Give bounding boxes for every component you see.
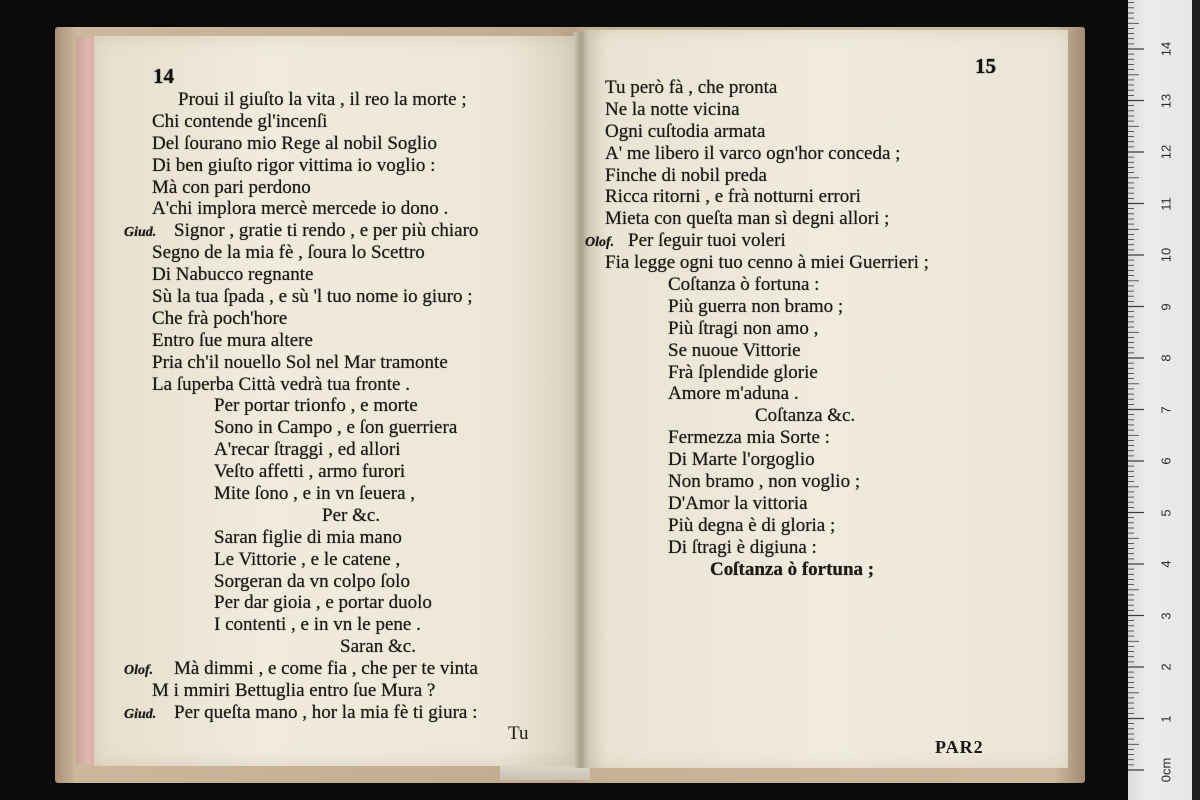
ruler-label: 3 xyxy=(1158,611,1174,620)
verse-line: Segno de la mia fè , ſoura lo Scettro xyxy=(152,242,425,264)
verse-text: Mà dimmi , e come fia , che per te vinta xyxy=(174,658,478,680)
pink-endpaper-edge xyxy=(76,38,96,764)
left-page-number: 14 xyxy=(153,64,174,88)
speaker-label: Giud. xyxy=(124,225,157,241)
aria-line: Fermezza mia Sorte : xyxy=(668,427,830,449)
speaker-label: Olof. xyxy=(124,663,154,679)
verse-line: Fia legge ogni tuo cenno à miei Guerrieri ; xyxy=(605,252,929,274)
verse-line: Mieta con queſta man sì degni allori ; xyxy=(605,208,890,230)
verse-line: Pria ch'il nouello Sol nel Mar tramonte xyxy=(152,351,448,373)
catchword: Tu xyxy=(508,723,529,744)
aria-line: Più degna è di gloria ; xyxy=(668,514,836,536)
aria-line: Non bramo , non voglio ; xyxy=(668,471,861,493)
ruler-label: 11 xyxy=(1158,196,1174,211)
verse-line: Di Nabucco regnante xyxy=(152,264,314,286)
book-gutter xyxy=(574,32,588,768)
verse-text: Per queſta mano , hor la mia fè ti giura : xyxy=(174,701,478,723)
aria-line: Coſtanza ò fortuna : xyxy=(668,274,820,296)
ruler-label: 13 xyxy=(1158,93,1174,108)
aria-line: Più guerra non bramo ; xyxy=(668,295,844,317)
aria-line: D'Amor la vittoria xyxy=(668,492,808,514)
ruler-label: 5 xyxy=(1158,508,1174,517)
verse-line: Che frà poch'hore xyxy=(152,307,288,329)
verse-text: Signor , gratie ti rendo , e per più chiaro xyxy=(174,220,479,242)
measuring-ruler xyxy=(1128,0,1192,800)
ruler-label: 9 xyxy=(1158,302,1174,311)
verse-line: Entro ſue mura altere xyxy=(152,329,313,351)
aria-line: I contenti , e in vn le pene . xyxy=(214,614,421,636)
right-page-number: 15 xyxy=(975,54,996,78)
dialogue-line xyxy=(124,658,478,680)
speaker-label: Giud. xyxy=(124,706,157,722)
aria-line: Frà ſplendide glorie xyxy=(668,361,818,383)
aria-line: Di ſtragi è digiuna : xyxy=(668,536,817,558)
aria-line: Le Vittorie , e le catene , xyxy=(214,548,401,570)
ruler-label: 14 xyxy=(1158,41,1174,57)
ruler-label: 0cm xyxy=(1158,757,1174,783)
verse-line: Del ſourano mio Rege al nobil Soglio xyxy=(152,132,437,154)
aria-line: Più ſtragi non amo , xyxy=(668,317,819,339)
aria-line: Veſto affetti , armo furori xyxy=(214,461,406,483)
verse-line: Proui il giuſto la vita , il reo la morte ; xyxy=(178,89,467,110)
ruler-label: 12 xyxy=(1158,144,1174,160)
aria-line: A'recar ſtraggi , ed allori xyxy=(214,439,401,461)
verse-line: A'chi implora mercè mercede io dono . xyxy=(152,198,449,220)
ruler-label: 7 xyxy=(1158,405,1174,414)
speaker-label: Olof. xyxy=(585,235,615,251)
verse-line: La ſuperba Città vedrà tua fronte . xyxy=(152,373,410,395)
verse-line: Chi contende gl'incenſi xyxy=(152,110,328,132)
verse-line: Tu però fà , che pronta xyxy=(605,77,778,98)
aria-line: Sono in Campo , e ſon guerriera xyxy=(214,417,458,439)
aria-line: Sorgeran da vn colpo ſolo xyxy=(214,570,410,592)
left-page-text xyxy=(124,89,479,724)
ruler-label: 4 xyxy=(1158,560,1174,568)
refrain-cue: Saran &c. xyxy=(340,636,416,658)
ruler-scale xyxy=(1128,0,1192,800)
verse-line: Mà con pari perdono xyxy=(152,176,311,198)
aria-line: Amore m'aduna . xyxy=(668,383,799,405)
verse-line: Ne la notte vicina xyxy=(605,98,740,120)
refrain-cue: Coſtanza &c. xyxy=(755,405,856,427)
signature-mark: PAR2 xyxy=(935,737,984,757)
verse-text: Per ſeguir tuoi voleri xyxy=(628,230,786,252)
aria-line: Di Marte l'orgoglio xyxy=(668,449,815,471)
ruler-label: 2 xyxy=(1158,663,1174,671)
verse-line: M i mmiri Bettuglia entro ſue Mura ? xyxy=(152,680,436,702)
refrain-cue: Per &c. xyxy=(322,504,381,526)
dialogue-line xyxy=(124,702,478,724)
aria-line: Mite ſono , e in vn ſeuera , xyxy=(214,483,416,505)
aria-line: Per portar trionfo , e morte xyxy=(214,395,418,417)
aria-line: Saran figlie di mia mano xyxy=(214,526,402,548)
verse-line: Ricca ritorni , e frà notturni errori xyxy=(605,186,861,208)
aria-line: Se nuoue Vittorie xyxy=(668,339,801,361)
ruler-label: 10 xyxy=(1158,247,1174,263)
ruler-label: 6 xyxy=(1158,457,1174,465)
verse-line: Di ben giuſto rigor vittima io voglio : xyxy=(152,154,436,176)
ruler-shadow xyxy=(1192,0,1200,800)
right-page-text xyxy=(585,77,929,580)
verse-line: Sù la tua ſpada , e sù 'l tuo nome io giuro ; xyxy=(152,286,473,308)
verse-line: Ogni cuſtodia armata xyxy=(605,120,766,142)
dialogue-line xyxy=(124,220,478,242)
verse-line: Finche di nobil preda xyxy=(605,164,767,186)
ruler-label: 1 xyxy=(1158,714,1174,723)
verse-line: A' me libero il varco ogn'hor conceda ; xyxy=(605,142,901,164)
refrain-line: Coſtanza ò fortuna ; xyxy=(710,558,875,580)
ruler-label: 8 xyxy=(1158,354,1174,362)
aria-line: Per dar gioia , e portar duolo xyxy=(214,592,432,614)
dialogue-line xyxy=(585,230,929,252)
